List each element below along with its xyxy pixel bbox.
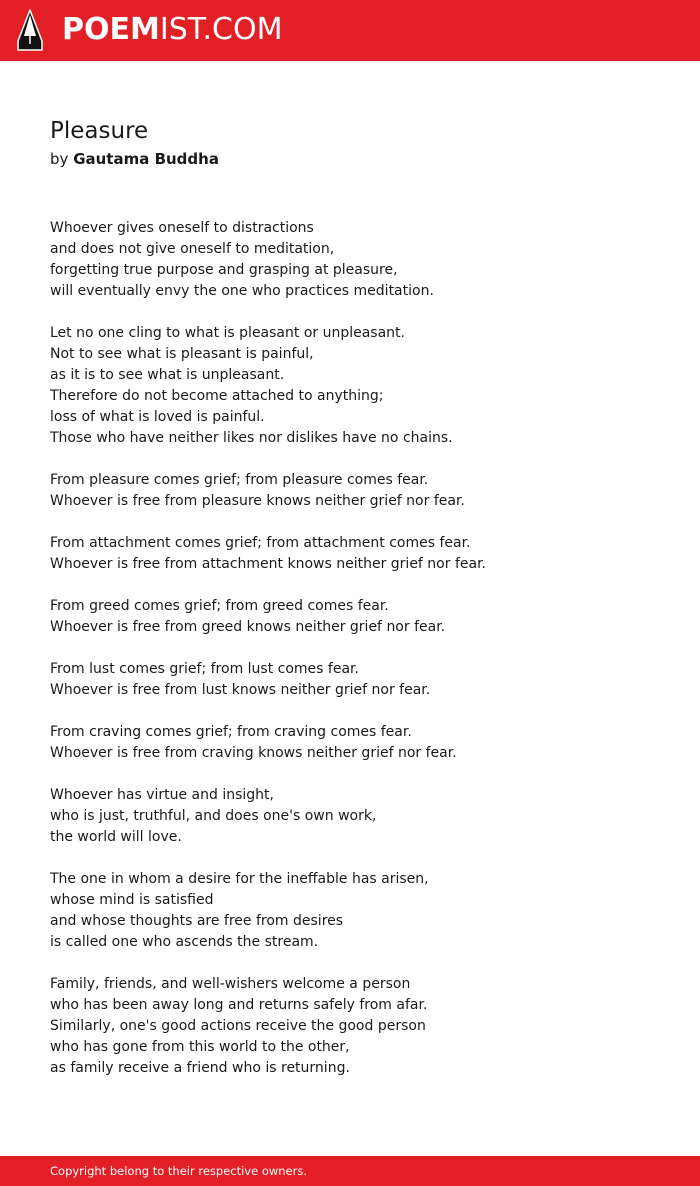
poem-stanza bbox=[50, 869, 670, 953]
poem-line: Similarly, one's good actions receive the good person bbox=[50, 1018, 426, 1034]
poem-line: will eventually envy the one who practices meditation. bbox=[50, 283, 434, 299]
poem-line: loss of what is loved is painful. bbox=[50, 409, 265, 425]
poem-line: is called one who ascends the stream. bbox=[50, 934, 319, 950]
poem-line: whose mind is satisfied bbox=[50, 892, 214, 908]
pen-nib-icon[interactable] bbox=[17, 9, 43, 51]
poem-stanza bbox=[50, 785, 670, 848]
poem-stanza bbox=[50, 470, 670, 512]
poem-line: From attachment comes grief; from attachment comes fear. bbox=[50, 535, 471, 551]
poem-stanza bbox=[50, 974, 670, 1079]
poem-line: From pleasure comes grief; from pleasure comes fear. bbox=[50, 472, 429, 488]
poem-line: Let no one cling to what is pleasant or unpleasant. bbox=[50, 325, 405, 341]
poem-line: as it is to see what is unpleasant. bbox=[50, 367, 285, 383]
poem-line: Those who have neither likes nor dislikes have no chains. bbox=[50, 430, 453, 446]
logo-text-bold: POEM bbox=[62, 12, 160, 47]
poem-body bbox=[50, 218, 670, 1100]
logo-text-light: IST.COM bbox=[159, 12, 283, 47]
poem-author: Gautama Buddha bbox=[73, 150, 219, 168]
poem-title: Pleasure bbox=[50, 118, 149, 144]
poem-stanza bbox=[50, 533, 670, 575]
poem-line: Not to see what is pleasant is painful, bbox=[50, 346, 314, 362]
poem-stanza bbox=[50, 218, 670, 302]
poem-line: Whoever gives oneself to distractions bbox=[50, 220, 314, 236]
poem-line: From lust comes grief; from lust comes fear. bbox=[50, 661, 359, 677]
poem-line: Whoever is free from craving knows neither grief nor fear. bbox=[50, 745, 457, 761]
poem-stanza bbox=[50, 722, 670, 764]
poem-line: who has been away long and returns safely from afar. bbox=[50, 997, 428, 1013]
poem-line: From greed comes grief; from greed comes fear. bbox=[50, 598, 389, 614]
poem-line: Whoever has virtue and insight, bbox=[50, 787, 274, 803]
poem-line: forgetting true purpose and grasping at pleasure, bbox=[50, 262, 398, 278]
poem-line: Whoever is free from pleasure knows neither grief nor fear. bbox=[50, 493, 465, 509]
poem-line: Whoever is free from attachment knows neither grief nor fear. bbox=[50, 556, 486, 572]
poem-stanza bbox=[50, 659, 670, 701]
by-label: by bbox=[50, 150, 69, 168]
poem-line: Family, friends, and well-wishers welcome a person bbox=[50, 976, 411, 992]
poem-line: the world will love. bbox=[50, 829, 182, 845]
poem-line: who is just, truthful, and does one's own work, bbox=[50, 808, 377, 824]
poem-line: and does not give oneself to meditation, bbox=[50, 241, 335, 257]
poem-line: Therefore do not become attached to anything; bbox=[50, 388, 384, 404]
site-header bbox=[0, 0, 700, 61]
site-logo[interactable] bbox=[62, 12, 282, 48]
poem-stanza bbox=[50, 596, 670, 638]
poem-line: Whoever is free from greed knows neither grief nor fear. bbox=[50, 619, 446, 635]
poem-byline bbox=[50, 148, 219, 170]
poem-line: Whoever is free from lust knows neither grief nor fear. bbox=[50, 682, 431, 698]
poem-stanza bbox=[50, 323, 670, 449]
copyright-text: Copyright belong to their respective owners. bbox=[50, 1164, 308, 1178]
poem-line: and whose thoughts are free from desires bbox=[50, 913, 344, 929]
poem-line: as family receive a friend who is returning. bbox=[50, 1060, 350, 1076]
site-footer bbox=[0, 1156, 700, 1186]
poem-line: From craving comes grief; from craving comes fear. bbox=[50, 724, 412, 740]
poem-line: The one in whom a desire for the ineffable has arisen, bbox=[50, 871, 429, 887]
poem-line: who has gone from this world to the other, bbox=[50, 1039, 350, 1055]
